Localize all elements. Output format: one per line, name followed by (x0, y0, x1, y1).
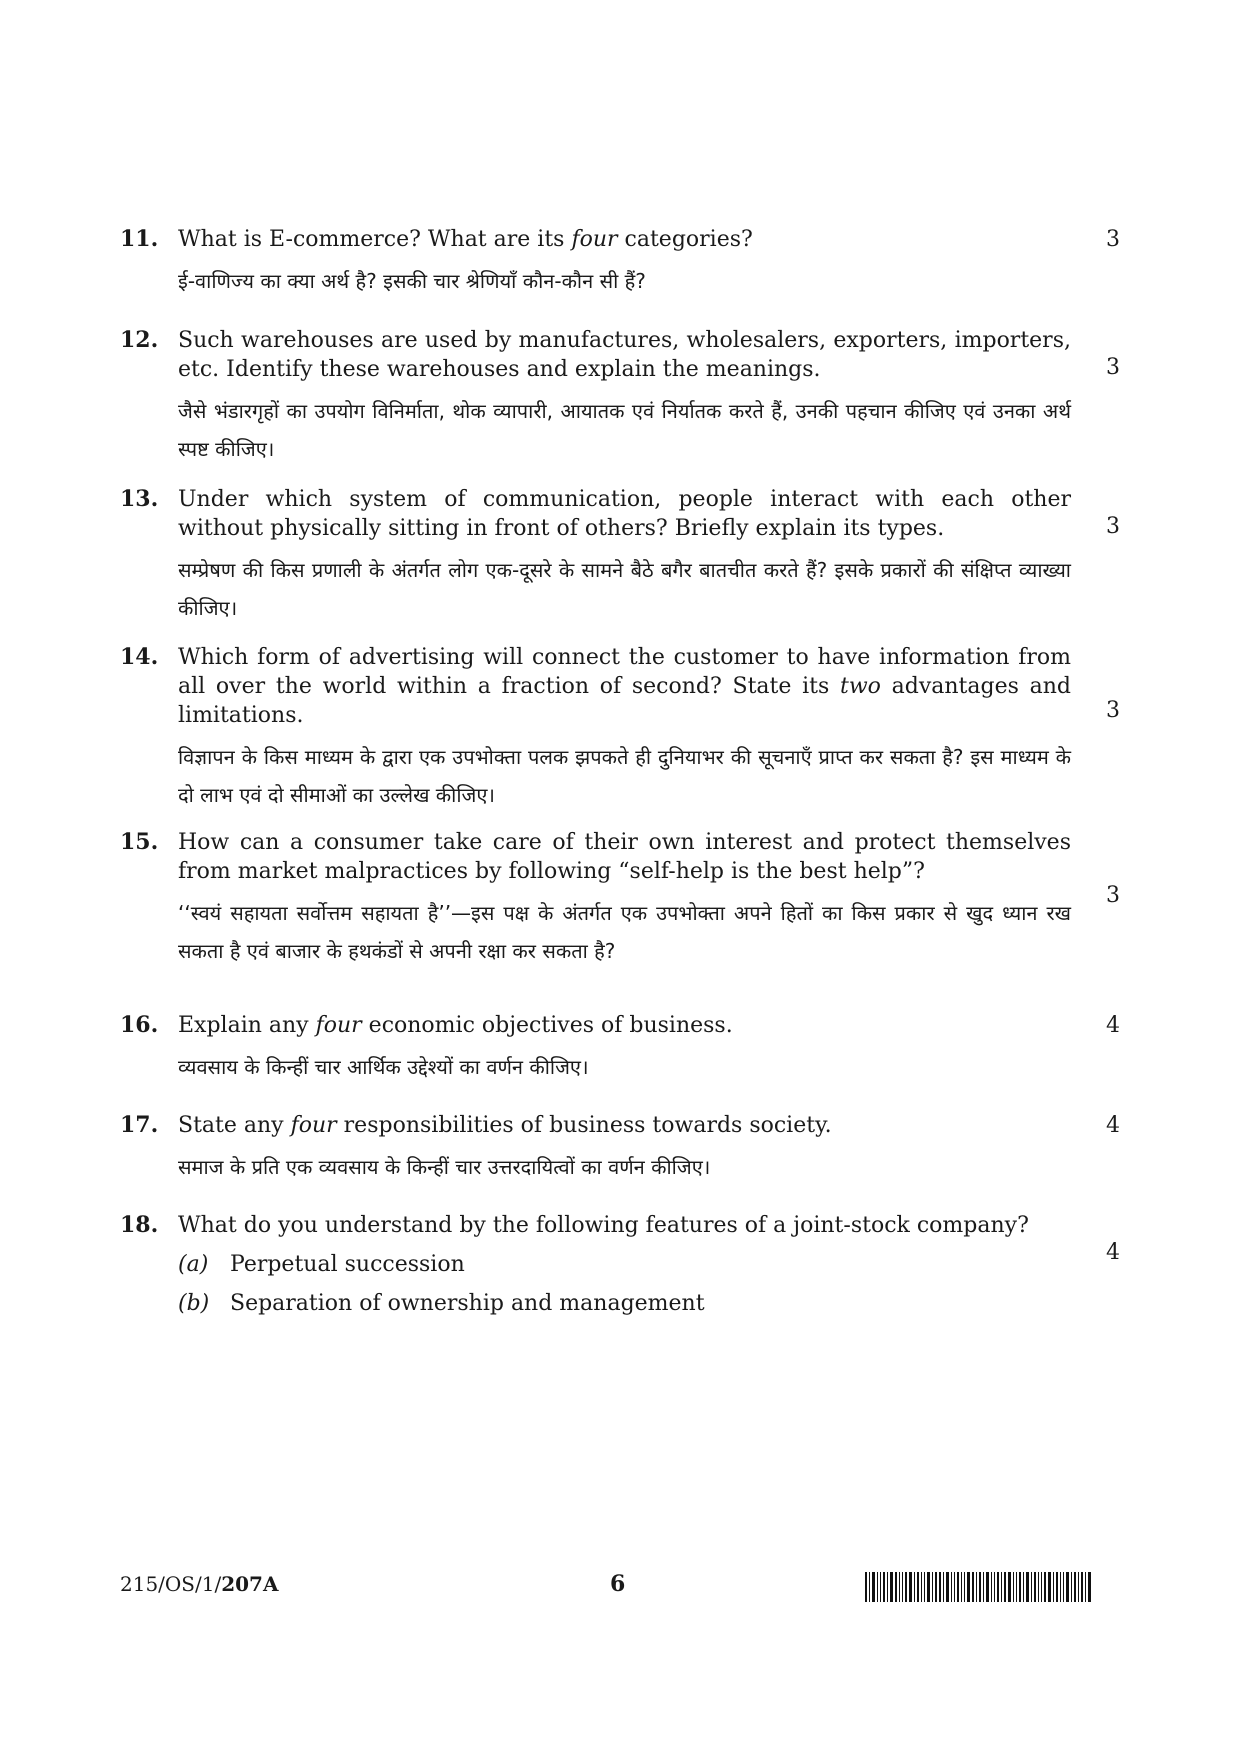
barcode-bar (967, 1572, 970, 1602)
barcode-bar (1078, 1572, 1079, 1602)
question-text-hi: सम्प्रेषण की किस प्रणाली के अंतर्गत लोग एक-दूसरे के सामने बैठे बगैर बातचीत करते हैं? इसके प्रकारों की संक्षिप्त व्याख्या कीजिए। (178, 558, 1071, 620)
barcode-bar (997, 1572, 999, 1602)
barcode-bar (1023, 1572, 1024, 1602)
barcode-bar (1044, 1572, 1046, 1602)
barcode-bar (1038, 1572, 1039, 1602)
barcode-bar (1088, 1572, 1091, 1602)
barcode-bar (880, 1572, 881, 1602)
barcode-bar (1066, 1572, 1069, 1602)
question-text-en: What is E-commerce? What are its four categories? (178, 227, 753, 252)
marks: 3 (1106, 227, 1120, 252)
barcode-bar (905, 1572, 907, 1602)
barcode-bar (899, 1572, 900, 1602)
question-text-hi: ई-वाणिज्य का क्या अर्थ है? इसकी चार श्रेणियाँ कौन-कौन सी हैं? (178, 269, 646, 293)
barcode-bar (1026, 1572, 1029, 1602)
barcode-bar (872, 1572, 875, 1602)
barcode-bar (1016, 1572, 1017, 1602)
barcode-bar (909, 1572, 912, 1602)
barcode-bar (1074, 1572, 1076, 1602)
barcode-bar (1085, 1572, 1086, 1602)
barcode-bar (1031, 1572, 1032, 1602)
barcode-bar (914, 1572, 915, 1602)
barcode-bar (887, 1572, 888, 1602)
barcode-bar (1081, 1572, 1083, 1602)
subpart-a: (a) Perpetual succession (178, 1252, 465, 1277)
barcode-bar (1071, 1572, 1072, 1602)
subpart-b: (b) Separation of ownership and management (178, 1291, 705, 1316)
barcode-bar (1056, 1572, 1058, 1602)
question-text-hi: समाज के प्रति एक व्यवसाय के किन्हीं चार उत्तरदायित्वों का वर्णन कीजिए। (178, 1155, 711, 1179)
barcode-bar (1019, 1572, 1021, 1602)
barcode-bar (961, 1572, 962, 1602)
question-text-en: What do you understand by the following features of a joint-stock company? (178, 1213, 1029, 1238)
barcode-bar (1001, 1572, 1002, 1602)
question-number: 17. (120, 1112, 159, 1138)
question-text-en: Such warehouses are used by manufactures, wholesalers, exporters, importers, etc. Identify these warehouses and explain the meanings. (178, 328, 1071, 382)
barcode-bar (1004, 1572, 1006, 1602)
barcode-bar (983, 1572, 984, 1602)
barcode-bar (1041, 1572, 1042, 1602)
question-text-hi: विज्ञापन के किस माध्यम के द्वारा एक उपभोक्ता पलक झपकते ही दुनियाभर की सूचनाएँ प्राप्त कर सकता है? इस माध्यम के दो लाभ एवं दो सीमाओं का उल्लेख कीजिए। (178, 745, 1071, 807)
barcode-bar (957, 1572, 959, 1602)
question-number: 13. (120, 486, 159, 512)
question-text-en: How can a consumer take care of their own interest and protect themselves from market malpractices by following “self-help is the best help”? (178, 830, 1071, 884)
barcode-bar (1063, 1572, 1064, 1602)
barcode-bar (1013, 1572, 1014, 1602)
barcode-bar (927, 1572, 930, 1602)
barcode-bar (946, 1572, 949, 1602)
barcode-bar (1060, 1572, 1061, 1602)
barcode-bar (877, 1572, 878, 1602)
question-text-hi: जैसे भंडारगृहों का उपयोग विनिर्माता, थोक व्यापारी, आयातक एवं निर्यातक करते हैं, उनकी पहचान कीजिए एवं उनका अर्थ स्पष्ट कीजिए। (178, 399, 1071, 461)
barcode-icon (865, 1572, 1130, 1602)
barcode-bar (976, 1572, 977, 1602)
barcode-bar (951, 1572, 952, 1602)
barcode-bar (939, 1572, 941, 1602)
question-text-hi: ‘‘स्वयं सहायता सर्वोत्तम सहायता है’’—इस पक्ष के अंतर्गत एक उपभोक्ता अपने हितों का किस प्रकार से खुद ध्यान रख सकता है एवं बाजार के हथकंडों से अपनी रक्षा कर सकता है? (178, 901, 1071, 963)
marks: 3 (1106, 355, 1120, 380)
barcode-bar (883, 1572, 885, 1602)
marks: 3 (1106, 883, 1120, 908)
barcode-bar (935, 1572, 937, 1602)
question-number: 11. (120, 226, 159, 252)
barcode-bar (986, 1572, 989, 1602)
barcode-bar (924, 1572, 925, 1602)
barcode-bar (932, 1572, 933, 1602)
barcode-bar (943, 1572, 944, 1602)
marks: 4 (1106, 1240, 1120, 1265)
barcode-bar (890, 1572, 893, 1602)
marks: 4 (1106, 1013, 1120, 1038)
question-text-hi: व्यवसाय के किन्हीं चार आर्थिक उद्देश्यों का वर्णन कीजिए। (178, 1055, 589, 1079)
question-text-en: Which form of advertising will connect the customer to have information from all over the world within a fraction of second? State its two advantages and limitations. (178, 645, 1071, 728)
barcode-bar (895, 1572, 897, 1602)
barcode-bar (994, 1572, 995, 1602)
barcode-bar (1034, 1572, 1036, 1602)
paper-code: 215/OS/1/207A (120, 1572, 279, 1596)
barcode-bar (979, 1572, 981, 1602)
question-text-en: Under which system of communication, people interact with each other without physically sitting in front of others? Briefly explain its types. (178, 487, 1071, 541)
question-number: 18. (120, 1212, 159, 1238)
question-text-en: Explain any four economic objectives of business. (178, 1013, 733, 1038)
page-footer (120, 1570, 1130, 1610)
question-text-en: State any four responsibilities of business towards society. (178, 1113, 832, 1138)
marks: 3 (1106, 698, 1120, 723)
barcode-bar (921, 1572, 922, 1602)
page-number: 6 (610, 1571, 626, 1597)
question-number: 15. (120, 829, 159, 855)
barcode-bar (972, 1572, 974, 1602)
marks: 3 (1106, 514, 1120, 539)
marks: 4 (1106, 1113, 1120, 1138)
barcode-bar (991, 1572, 992, 1602)
barcode-bar (1008, 1572, 1011, 1602)
question-number: 14. (120, 644, 159, 670)
barcode-bar (902, 1572, 903, 1602)
barcode-bar (954, 1572, 955, 1602)
barcode-bar (1048, 1572, 1051, 1602)
question-number: 12. (120, 327, 159, 353)
barcode-bar (917, 1572, 919, 1602)
question-number: 16. (120, 1012, 159, 1038)
barcode-bar (869, 1572, 870, 1602)
barcode-bar (865, 1572, 867, 1602)
barcode-bar (964, 1572, 965, 1602)
barcode-bar (1053, 1572, 1054, 1602)
